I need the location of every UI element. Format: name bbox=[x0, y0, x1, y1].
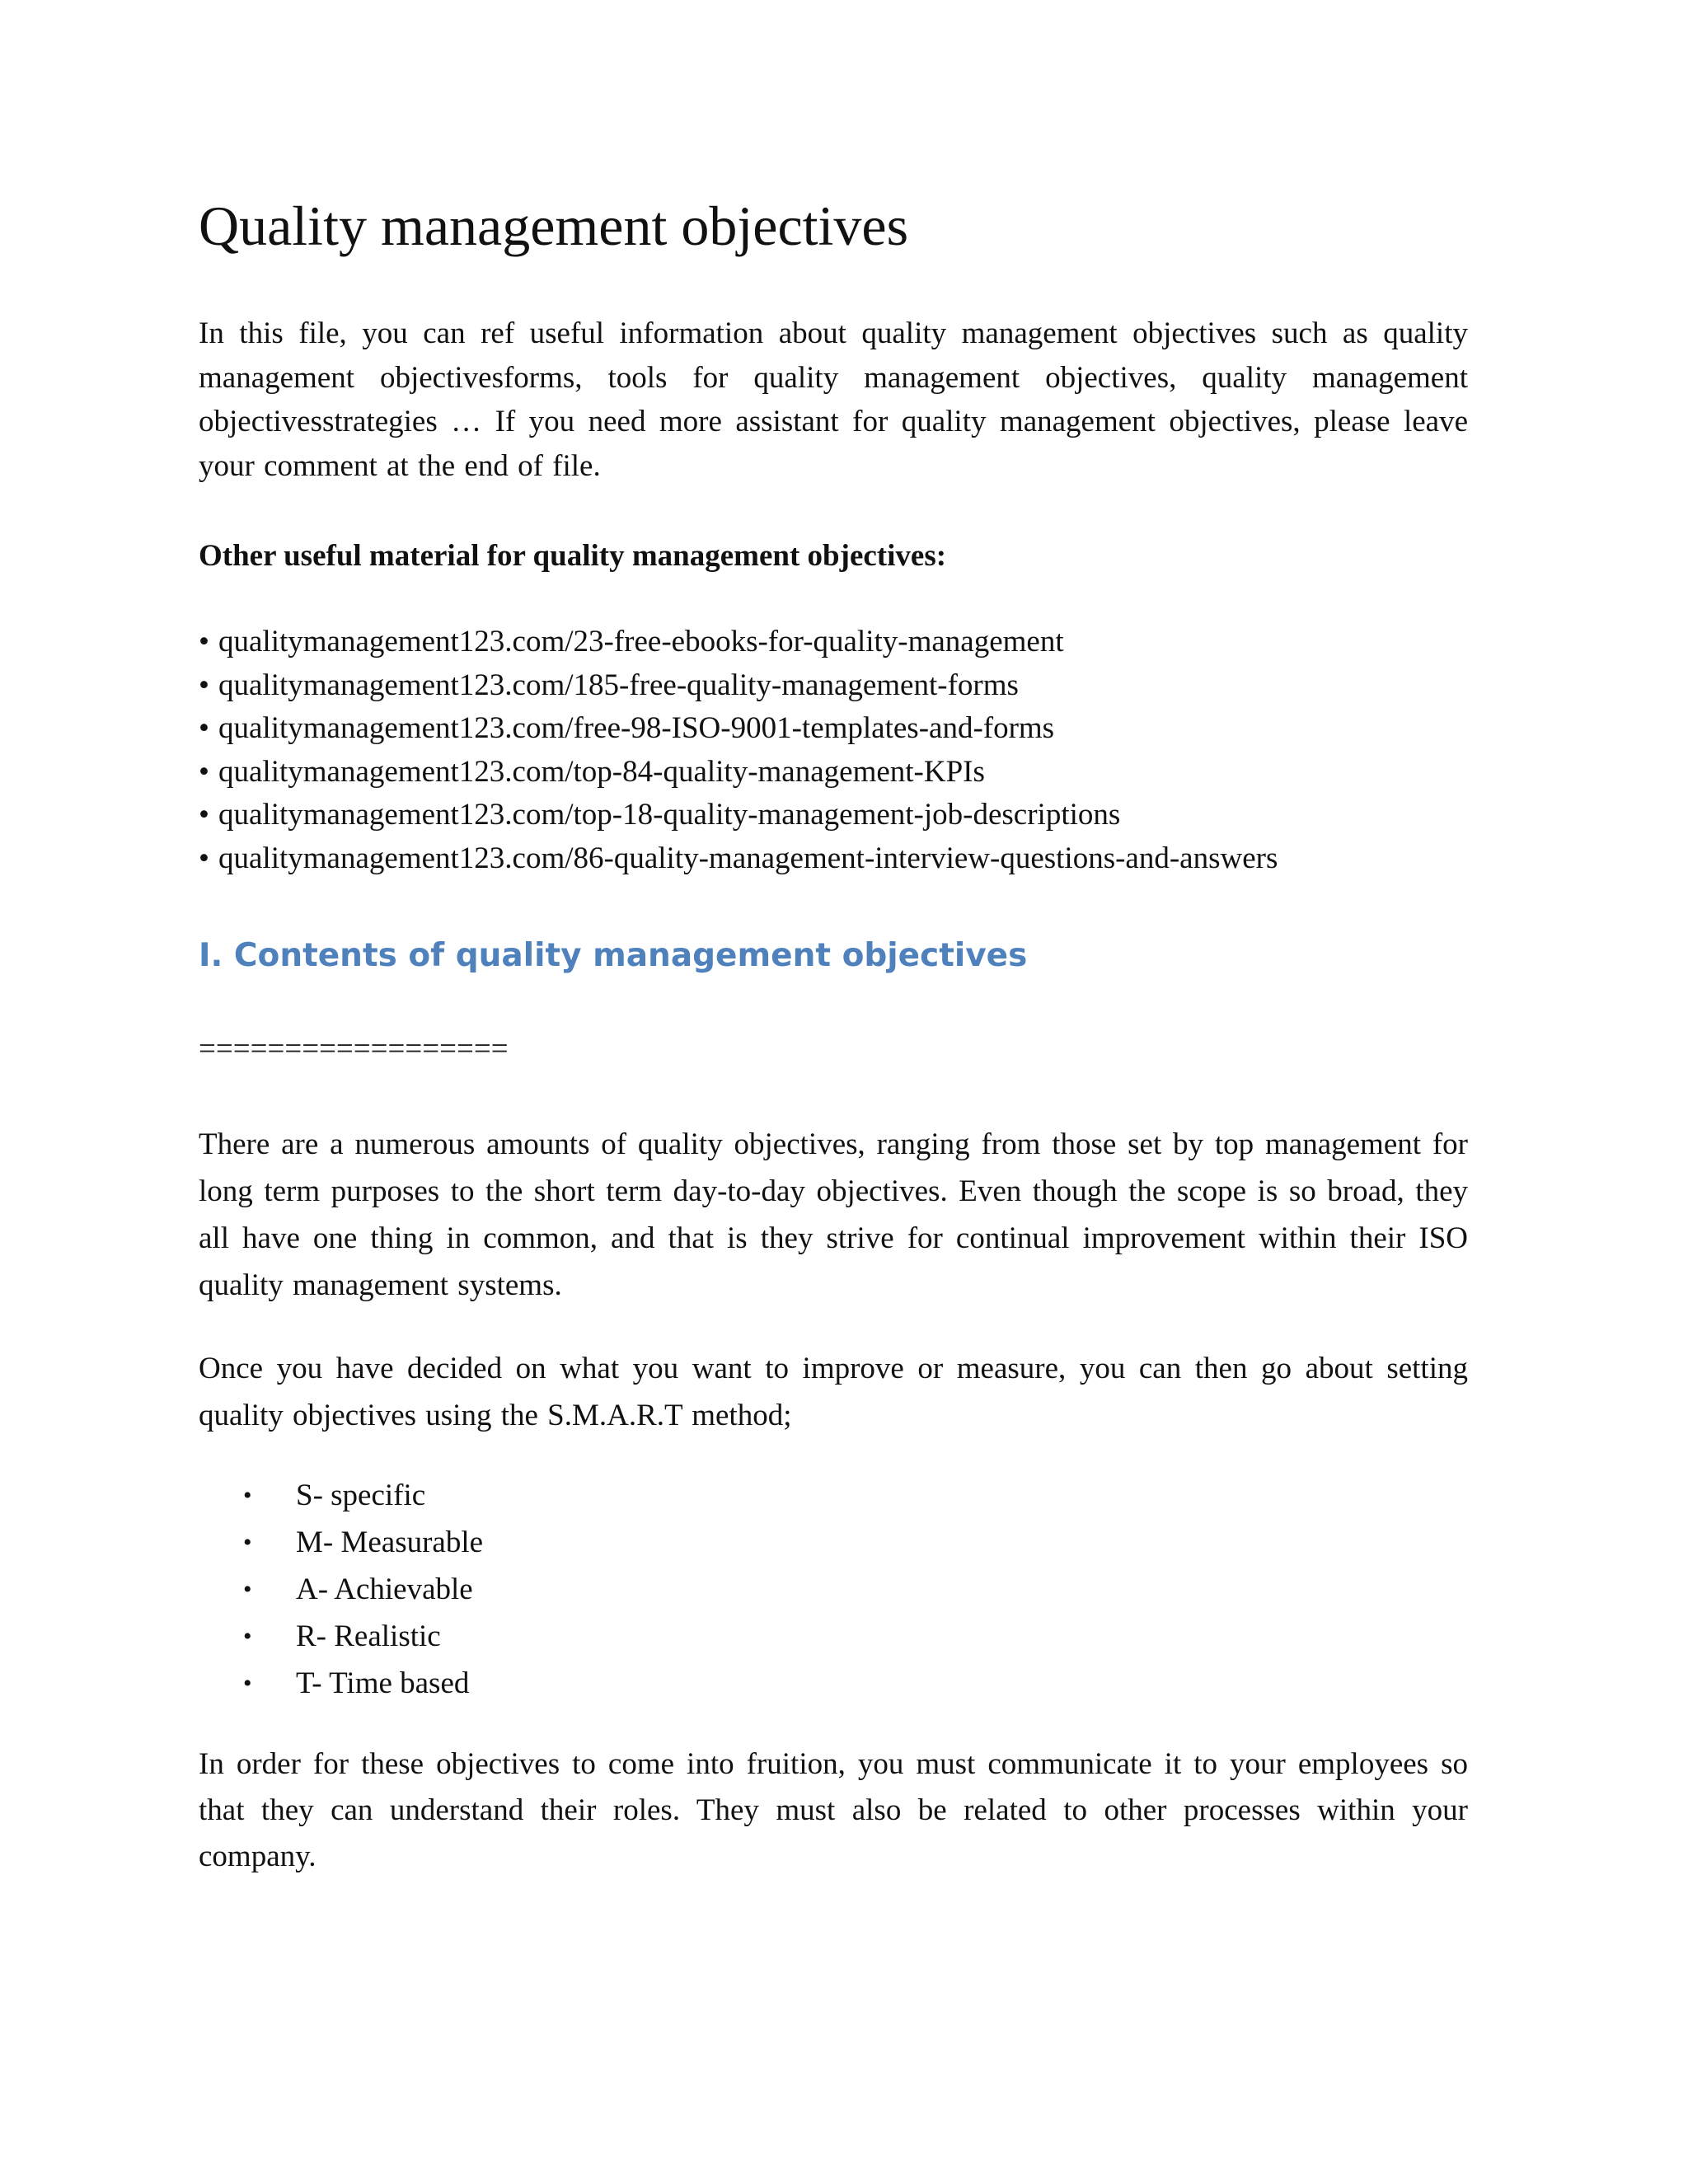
resource-link-item bbox=[199, 794, 1468, 837]
body-paragraph-3: In order for these objectives to come into fruition, you must communicate it to your employees so that they can understand their roles. They must also be related to other processes within your company. bbox=[199, 1747, 1468, 1873]
smart-item-text: R- Realistic bbox=[296, 1619, 441, 1653]
resource-link-item bbox=[199, 707, 1468, 751]
bullet-icon: • bbox=[243, 1670, 252, 1697]
smart-item-text: A- Achievable bbox=[296, 1572, 473, 1606]
resource-link[interactable]: qualitymanagement123.com/185-free-quality-management-forms bbox=[218, 668, 1019, 702]
bullet-icon: • bbox=[243, 1482, 252, 1509]
bullet-icon: • bbox=[199, 625, 209, 658]
resource-link[interactable]: qualitymanagement123.com/free-98-ISO-9001-templates-and-forms bbox=[218, 711, 1055, 745]
resource-link-list bbox=[199, 621, 1468, 880]
resource-link[interactable]: qualitymanagement123.com/23-free-ebooks-for-quality-management bbox=[218, 625, 1064, 658]
resource-link[interactable]: qualitymanagement123.com/top-18-quality-management-job-descriptions bbox=[218, 798, 1121, 832]
body-paragraph-2: Once you have decided on what you want to improve or measure, you can then go about setting quality objectives using the S.M.A.R.T method; bbox=[199, 1352, 1468, 1432]
smart-list-item bbox=[199, 1613, 1468, 1660]
resource-link-item bbox=[199, 837, 1468, 881]
resource-link-item bbox=[199, 664, 1468, 708]
intro-paragraph: In this file, you can ref useful information about quality management objectives such as quality management objectivesforms, tools for quality management objectives, quality management objectivesstrategies … If you need more assistant for quality management objectives, please leave your comment at the end of file. bbox=[199, 316, 1468, 483]
resource-link-item bbox=[199, 751, 1468, 794]
resource-link-item bbox=[199, 621, 1468, 664]
section-heading: I. Contents of quality management objectives bbox=[199, 937, 1028, 974]
bullet-icon: • bbox=[199, 668, 209, 702]
bullet-icon: • bbox=[243, 1623, 252, 1650]
resource-link[interactable]: qualitymanagement123.com/top-84-quality-management-KPIs bbox=[218, 754, 985, 789]
smart-list-item bbox=[199, 1660, 1468, 1707]
bullet-icon: • bbox=[243, 1529, 252, 1556]
smart-list-item bbox=[199, 1519, 1468, 1566]
other-material-heading: Other useful material for quality management objectives: bbox=[199, 539, 947, 573]
bullet-icon: • bbox=[199, 798, 209, 832]
smart-list bbox=[199, 1472, 1468, 1707]
resource-link[interactable]: qualitymanagement123.com/86-quality-management-interview-questions-and-answers bbox=[218, 841, 1278, 875]
smart-list-item bbox=[199, 1472, 1468, 1519]
smart-item-text: M- Measurable bbox=[296, 1526, 484, 1559]
bullet-icon: • bbox=[243, 1576, 252, 1603]
separator-line: ================== bbox=[199, 1032, 509, 1066]
smart-list-item bbox=[199, 1566, 1468, 1613]
document-title: Quality management objectives bbox=[199, 194, 909, 257]
bullet-icon: • bbox=[199, 841, 209, 875]
smart-item-text: T- Time based bbox=[296, 1666, 470, 1700]
smart-item-text: S- specific bbox=[296, 1479, 426, 1512]
bullet-icon: • bbox=[199, 754, 209, 789]
bullet-icon: • bbox=[199, 711, 209, 745]
document-content bbox=[199, 191, 1468, 1880]
body-paragraph-1: There are a numerous amounts of quality objectives, ranging from those set by top management for long term purposes to the short term day-to-day objectives. Even though the scope is so broad, they all have one thing in common, and that is they strive for continual improvement within their ISO quality management systems. bbox=[199, 1127, 1468, 1302]
